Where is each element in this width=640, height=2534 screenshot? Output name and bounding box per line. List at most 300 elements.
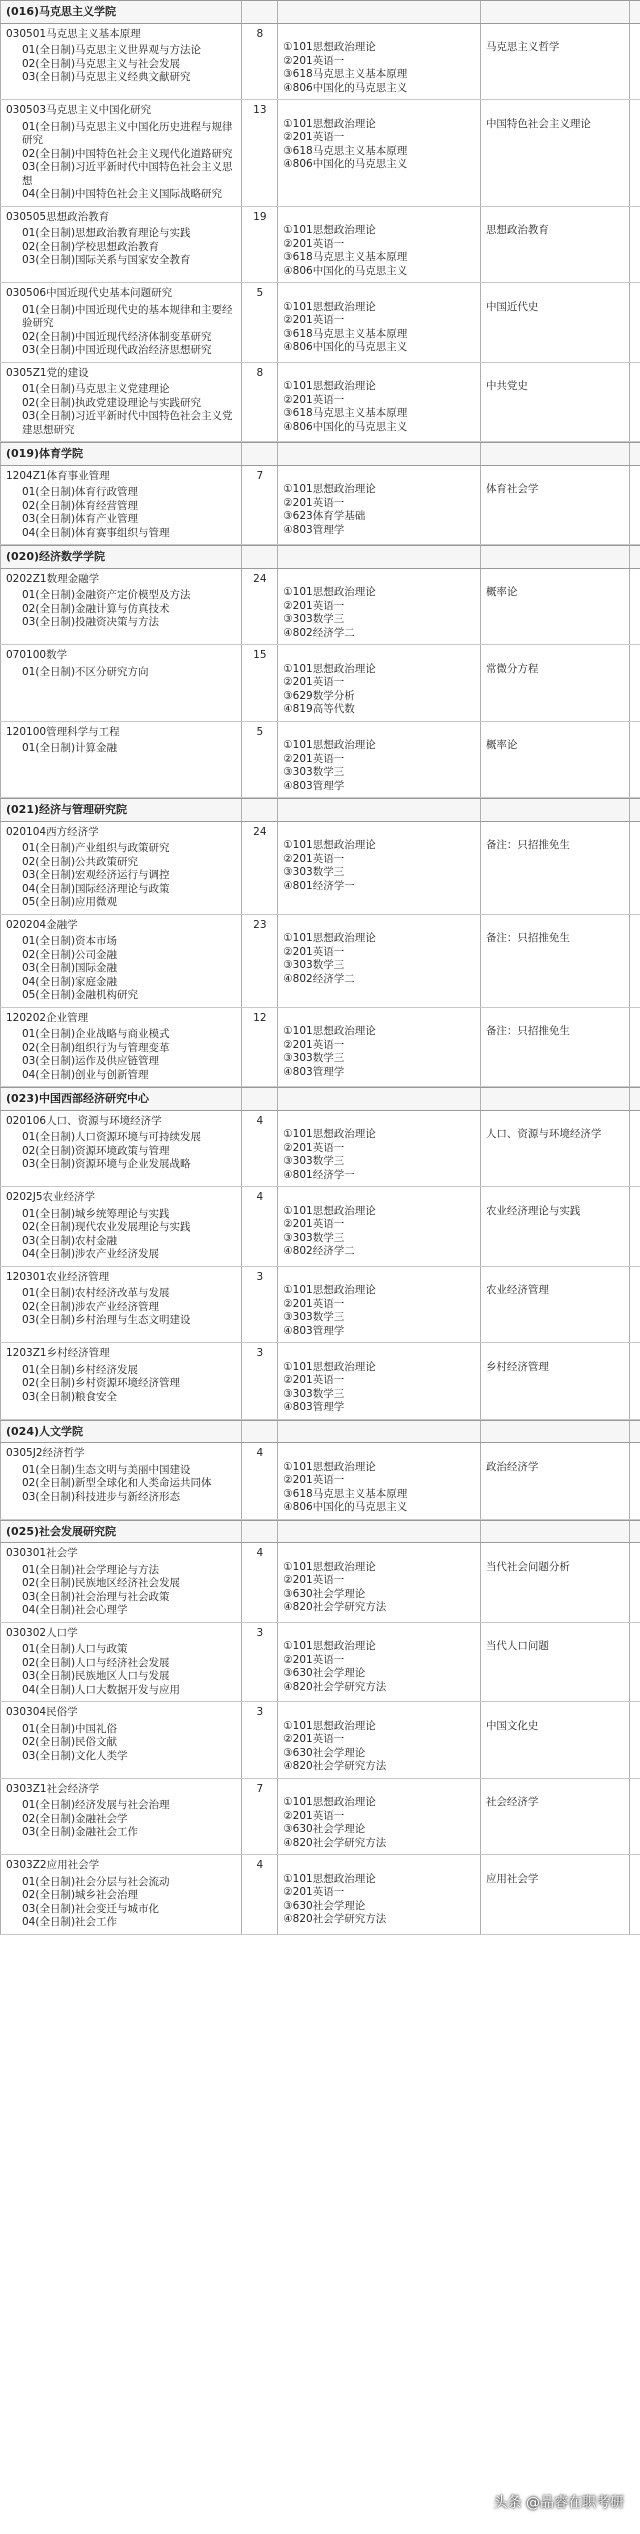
exam-subjects-cell bbox=[278, 1008, 481, 1087]
enrollment-number: 5 bbox=[242, 722, 278, 798]
retest-subject: 当代社会问题分析 bbox=[485, 1560, 570, 1573]
exam-subjects-cell bbox=[278, 1343, 481, 1419]
exam-subject: ④806中国化的马克思主义 bbox=[283, 158, 408, 170]
research-direction: 02(全日制)城乡社会治理 bbox=[22, 1889, 139, 1901]
exam-subject: ②201英语一 bbox=[283, 1218, 345, 1230]
exam-subject: ①101思想政治理论 bbox=[283, 1284, 376, 1296]
subject-spacer bbox=[283, 573, 475, 587]
major-code-name: 0305J2经济哲学 bbox=[6, 1447, 85, 1459]
major-cell bbox=[0, 1702, 242, 1778]
major-cell bbox=[0, 207, 242, 283]
major-cell bbox=[0, 1779, 242, 1855]
exam-subject: ③303数学三 bbox=[283, 959, 345, 971]
subject-spacer bbox=[486, 28, 624, 42]
college-header-row bbox=[0, 0, 640, 24]
college-name: (024)人文学院 bbox=[0, 1421, 242, 1443]
major-cell bbox=[0, 645, 242, 721]
research-direction: 04(全日制)涉农产业经济发展 bbox=[22, 1248, 160, 1260]
research-direction: 01(全日制)城乡统筹理论与实践 bbox=[22, 1207, 170, 1220]
research-direction: 01(全日制)中国礼俗 bbox=[22, 1722, 118, 1735]
retest-subject: 中共党史 bbox=[485, 380, 528, 392]
empty-cell bbox=[630, 915, 640, 1007]
empty-cell bbox=[278, 1421, 481, 1443]
research-direction: 04(全日制)家庭金融 bbox=[22, 975, 118, 988]
exam-subject: ④803管理学 bbox=[283, 1065, 345, 1078]
subject-spacer bbox=[283, 919, 475, 933]
empty-cell bbox=[630, 1008, 640, 1087]
major-code-name: 120202企业管理 bbox=[6, 1011, 89, 1024]
research-direction: 03(全日制)马克思主义经典文献研究 bbox=[22, 71, 191, 83]
major-cell bbox=[0, 1855, 242, 1934]
research-direction: 03(全日制)粮食安全 bbox=[22, 1390, 118, 1403]
major-code-name: 0202J5农业经济学 bbox=[6, 1191, 95, 1203]
exam-subject: ③630社会学理论 bbox=[283, 1899, 366, 1912]
subject-spacer bbox=[486, 211, 624, 225]
empty-cell bbox=[481, 546, 630, 568]
research-direction: 02(全日制)学校思想政治教育 bbox=[22, 240, 160, 253]
subject-spacer bbox=[486, 1783, 624, 1797]
exam-subjects-cell bbox=[278, 1543, 481, 1622]
exam-subjects-cell bbox=[278, 283, 481, 362]
subject-spacer bbox=[486, 919, 624, 933]
college-name: (016)马克思主义学院 bbox=[0, 1, 242, 23]
major-row bbox=[0, 207, 640, 284]
empty-cell bbox=[630, 100, 640, 206]
retest-subject: 中国近代史 bbox=[485, 300, 539, 313]
research-direction: 02(全日制)涉农产业经济管理 bbox=[22, 1300, 160, 1313]
college-header-row bbox=[0, 798, 640, 822]
research-direction: 02(全日制)体育经营管理 bbox=[22, 499, 139, 512]
exam-subjects-cell bbox=[278, 1623, 481, 1702]
major-cell bbox=[0, 100, 242, 206]
exam-subject: ③303数学三 bbox=[283, 866, 345, 878]
exam-subject: ③303数学三 bbox=[283, 1155, 345, 1167]
subject-spacer bbox=[486, 573, 624, 587]
exam-subject: ①101思想政治理论 bbox=[283, 224, 376, 236]
exam-subjects-cell bbox=[278, 1443, 481, 1519]
exam-subject: ①101思想政治理论 bbox=[283, 1025, 376, 1037]
subject-spacer bbox=[486, 1347, 624, 1361]
research-direction: 04(全日制)中国特色社会主义国际战略研究 bbox=[22, 188, 223, 200]
empty-cell bbox=[630, 363, 640, 442]
exam-subject: ④806中国化的马克思主义 bbox=[283, 341, 408, 353]
retest-subject-cell bbox=[481, 283, 630, 362]
research-direction: 01(全日制)中国近现代史的基本规律和主要经验研究 bbox=[22, 303, 233, 329]
enrollment-number: 7 bbox=[242, 1779, 278, 1855]
research-direction: 04(全日制)社会心理学 bbox=[22, 1604, 128, 1616]
major-code-name: 020104西方经济学 bbox=[6, 825, 99, 838]
exam-subject: ②201英语一 bbox=[283, 393, 345, 406]
retest-subject-cell bbox=[481, 1623, 630, 1702]
research-direction: 02(全日制)现代农业发展理论与实践 bbox=[22, 1221, 191, 1233]
major-code-name: 030501马克思主义基本原理 bbox=[6, 27, 141, 40]
subject-spacer bbox=[283, 28, 475, 42]
empty-cell bbox=[630, 1443, 640, 1519]
research-direction: 02(全日制)组织行为与管理变革 bbox=[22, 1041, 170, 1054]
major-cell bbox=[0, 466, 242, 545]
exam-subjects-cell bbox=[278, 1779, 481, 1855]
enrollment-number: 23 bbox=[242, 915, 278, 1007]
exam-subject: ④820社会学研究方法 bbox=[283, 1601, 387, 1613]
exam-subject: ④801经济学一 bbox=[283, 1168, 355, 1181]
major-row bbox=[0, 1343, 640, 1420]
exam-subjects-cell bbox=[278, 1187, 481, 1266]
research-direction: 01(全日制)体育行政管理 bbox=[22, 486, 139, 498]
major-row bbox=[0, 283, 640, 363]
exam-subjects-cell bbox=[278, 1111, 481, 1187]
major-code-name: 0303Z2应用社会学 bbox=[6, 1859, 100, 1871]
subject-spacer bbox=[283, 104, 475, 118]
exam-subject: ②201英语一 bbox=[283, 1733, 345, 1745]
subject-spacer bbox=[486, 367, 624, 381]
college-header-row bbox=[0, 1420, 640, 1444]
major-cell bbox=[0, 363, 242, 442]
subject-spacer bbox=[486, 726, 624, 740]
empty-cell bbox=[630, 1187, 640, 1266]
major-row bbox=[0, 722, 640, 799]
exam-subject: ④806中国化的马克思主义 bbox=[283, 264, 408, 277]
major-cell bbox=[0, 1008, 242, 1087]
subject-spacer bbox=[283, 726, 475, 740]
empty-cell bbox=[630, 1543, 640, 1622]
exam-subject: ③618马克思主义基本原理 bbox=[283, 251, 408, 263]
subject-spacer bbox=[486, 287, 624, 301]
research-direction: 01(全日制)社会学理论与方法 bbox=[22, 1563, 160, 1576]
enrollment-number: 13 bbox=[242, 100, 278, 206]
research-direction: 02(全日制)执政党建设理论与实践研究 bbox=[22, 396, 202, 409]
exam-subject: ①101思想政治理论 bbox=[283, 662, 376, 675]
major-code-name: 030506中国近现代史基本问题研究 bbox=[6, 287, 173, 299]
major-cell bbox=[0, 722, 242, 798]
empty-cell bbox=[278, 443, 481, 465]
retest-subject-cell bbox=[481, 1267, 630, 1343]
retest-subject: 马克思主义哲学 bbox=[485, 41, 560, 53]
retest-subject: 思想政治教育 bbox=[485, 224, 549, 236]
exam-subject: ③303数学三 bbox=[283, 1052, 345, 1064]
major-row bbox=[0, 645, 640, 722]
exam-subject: ②201英语一 bbox=[283, 1809, 345, 1822]
exam-subject: ②201英语一 bbox=[283, 496, 345, 509]
major-row bbox=[0, 1443, 640, 1520]
research-direction: 02(全日制)公共政策研究 bbox=[22, 855, 139, 868]
major-code-name: 120301农业经济管理 bbox=[6, 1270, 110, 1283]
empty-cell bbox=[630, 1855, 640, 1934]
exam-subject: ④820社会学研究方法 bbox=[283, 1760, 387, 1772]
subject-spacer bbox=[283, 1706, 475, 1720]
research-direction: 04(全日制)人口大数据开发与应用 bbox=[22, 1683, 181, 1696]
subject-spacer bbox=[486, 1706, 624, 1720]
major-cell bbox=[0, 569, 242, 645]
college-name: (021)经济与管理研究院 bbox=[0, 799, 242, 821]
enrollment-number: 24 bbox=[242, 822, 278, 914]
retest-subject-cell bbox=[481, 1187, 630, 1266]
research-direction: 03(全日制)习近平新时代中国特色社会主义思想 bbox=[22, 161, 233, 187]
subject-spacer bbox=[283, 1347, 475, 1361]
exam-subject: ②201英语一 bbox=[283, 1374, 345, 1386]
exam-subject: ②201英语一 bbox=[283, 752, 345, 765]
major-code-name: 1203Z1乡村经济管理 bbox=[6, 1347, 110, 1359]
exam-subject: ②201英语一 bbox=[283, 237, 345, 250]
exam-subject: ③630社会学理论 bbox=[283, 1823, 366, 1835]
retest-subject: 中国特色社会主义理论 bbox=[485, 117, 591, 130]
enrollment-number: 4 bbox=[242, 1187, 278, 1266]
research-direction: 03(全日制)文化人类学 bbox=[22, 1749, 128, 1762]
major-code-name: 030302人口学 bbox=[6, 1626, 78, 1639]
exam-subjects-cell bbox=[278, 466, 481, 545]
major-code-name: 0202Z1数理金融学 bbox=[6, 572, 100, 585]
exam-subject: ③618马克思主义基本原理 bbox=[283, 407, 408, 419]
exam-subjects-cell bbox=[278, 1855, 481, 1934]
exam-subject: ②201英语一 bbox=[283, 1038, 345, 1051]
major-code-name: 030301社会学 bbox=[6, 1547, 78, 1559]
research-direction: 03(全日制)投融资决策与方法 bbox=[22, 616, 160, 628]
research-direction: 02(全日制)乡村资源环境经济管理 bbox=[22, 1377, 181, 1389]
major-code-name: 030304民俗学 bbox=[6, 1706, 78, 1718]
research-direction: 02(全日制)资源环境政策与管理 bbox=[22, 1144, 170, 1157]
major-code-name: 030505思想政治教育 bbox=[6, 210, 110, 223]
exam-subject: ①101思想政治理论 bbox=[283, 1640, 376, 1652]
research-direction: 03(全日制)国际关系与国家安全教育 bbox=[22, 254, 191, 266]
major-code-name: 120100管理科学与工程 bbox=[6, 725, 120, 738]
subject-spacer bbox=[283, 1783, 475, 1797]
research-direction: 03(全日制)乡村治理与生态文明建设 bbox=[22, 1314, 191, 1326]
major-row bbox=[0, 24, 640, 101]
empty-cell bbox=[630, 1343, 640, 1419]
exam-subject: ③630社会学理论 bbox=[283, 1667, 366, 1679]
major-row bbox=[0, 1267, 640, 1344]
exam-subject: ①101思想政治理论 bbox=[283, 41, 376, 53]
retest-subject: 备注：只招推免生 bbox=[485, 839, 570, 851]
watermark: 头条 @品睿在职考研 bbox=[493, 2495, 624, 2511]
exam-subject: ③630社会学理论 bbox=[283, 1587, 366, 1600]
major-cell bbox=[0, 283, 242, 362]
exam-subject: ④803管理学 bbox=[283, 779, 345, 792]
research-direction: 02(全日制)中国近现代经济体制变革研究 bbox=[22, 330, 212, 343]
exam-subject: ③303数学三 bbox=[283, 1231, 345, 1244]
empty-cell bbox=[481, 1421, 630, 1443]
research-direction: 04(全日制)体育赛事组织与管理 bbox=[22, 526, 170, 539]
subject-spacer bbox=[486, 1271, 624, 1285]
empty-cell bbox=[242, 443, 278, 465]
major-row bbox=[0, 100, 640, 207]
enrollment-number: 3 bbox=[242, 1702, 278, 1778]
retest-subject: 农业经济理论与实践 bbox=[485, 1204, 581, 1217]
exam-subject: ④803管理学 bbox=[283, 1324, 345, 1337]
enrollment-number: 15 bbox=[242, 645, 278, 721]
exam-subject: ③618马克思主义基本原理 bbox=[283, 1487, 408, 1500]
exam-subjects-cell bbox=[278, 645, 481, 721]
major-cell bbox=[0, 1443, 242, 1519]
exam-subject: ③618马克思主义基本原理 bbox=[283, 327, 408, 340]
empty-cell bbox=[481, 1521, 630, 1543]
exam-subject: ④820社会学研究方法 bbox=[283, 1680, 387, 1693]
research-direction: 02(全日制)金融社会学 bbox=[22, 1812, 128, 1825]
empty-cell bbox=[630, 466, 640, 545]
empty-cell bbox=[630, 722, 640, 798]
exam-subject: ④820社会学研究方法 bbox=[283, 1836, 387, 1849]
exam-subjects-cell bbox=[278, 207, 481, 283]
exam-subject: ④802经济学二 bbox=[283, 1245, 355, 1257]
research-direction: 05(全日制)应用微观 bbox=[22, 896, 118, 908]
empty-cell bbox=[481, 799, 630, 821]
empty-cell bbox=[630, 443, 640, 465]
research-direction: 03(全日制)体育产业管理 bbox=[22, 513, 139, 525]
empty-cell bbox=[242, 1421, 278, 1443]
research-direction: 03(全日制)农村金融 bbox=[22, 1234, 118, 1247]
subject-spacer bbox=[486, 1115, 624, 1129]
major-row bbox=[0, 915, 640, 1008]
retest-subject-cell bbox=[481, 24, 630, 100]
exam-subject: ③303数学三 bbox=[283, 1387, 345, 1400]
subject-spacer bbox=[486, 826, 624, 840]
research-direction: 03(全日制)习近平新时代中国特色社会主义党建思想研究 bbox=[22, 410, 233, 436]
exam-subject: ①101思想政治理论 bbox=[283, 1872, 376, 1885]
retest-subject: 中国文化史 bbox=[485, 1719, 539, 1732]
empty-cell bbox=[630, 1, 640, 23]
major-code-name: 020204金融学 bbox=[6, 918, 78, 931]
research-direction: 03(全日制)中国近现代政治经济思想研究 bbox=[22, 344, 212, 356]
major-cell bbox=[0, 1543, 242, 1622]
retest-subject-cell bbox=[481, 1343, 630, 1419]
retest-subject: 概率论 bbox=[485, 739, 518, 751]
empty-cell bbox=[242, 1521, 278, 1543]
retest-subject-cell bbox=[481, 363, 630, 442]
empty-cell bbox=[630, 1088, 640, 1110]
exam-subject: ④806中国化的马克思主义 bbox=[283, 420, 408, 433]
subject-spacer bbox=[283, 1271, 475, 1285]
subject-spacer bbox=[283, 367, 475, 381]
major-code-name: 1204Z1体育事业管理 bbox=[6, 469, 110, 482]
retest-subject-cell bbox=[481, 822, 630, 914]
subject-spacer bbox=[486, 1547, 624, 1561]
retest-subject-cell bbox=[481, 466, 630, 545]
empty-cell bbox=[630, 546, 640, 568]
subject-spacer bbox=[283, 1627, 475, 1641]
major-row bbox=[0, 1855, 640, 1935]
subject-spacer bbox=[283, 1115, 475, 1129]
exam-subject: ①101思想政治理论 bbox=[283, 1719, 376, 1732]
subject-spacer bbox=[486, 649, 624, 663]
exam-subject: ④820社会学研究方法 bbox=[283, 1913, 387, 1925]
retest-subject-cell bbox=[481, 569, 630, 645]
exam-subject: ①101思想政治理论 bbox=[283, 1360, 376, 1373]
research-direction: 01(全日制)金融资产定价模型及方法 bbox=[22, 589, 191, 601]
empty-cell bbox=[481, 1088, 630, 1110]
research-direction: 02(全日制)新型全球化和人类命运共同体 bbox=[22, 1477, 212, 1489]
exam-subjects-cell bbox=[278, 1702, 481, 1778]
enrollment-number: 5 bbox=[242, 283, 278, 362]
empty-cell bbox=[630, 1111, 640, 1187]
enrollment-number: 4 bbox=[242, 1543, 278, 1622]
retest-subject: 人口、资源与环境经济学 bbox=[485, 1128, 602, 1140]
empty-cell bbox=[630, 283, 640, 362]
retest-subject-cell bbox=[481, 207, 630, 283]
major-row bbox=[0, 1008, 640, 1088]
exam-subject: ②201英语一 bbox=[283, 131, 345, 143]
retest-subject-cell bbox=[481, 1443, 630, 1519]
exam-subject: ①101思想政治理论 bbox=[283, 380, 376, 392]
exam-subject: ③618马克思主义基本原理 bbox=[283, 144, 408, 157]
exam-subject: ③303数学三 bbox=[283, 1311, 345, 1323]
subject-spacer bbox=[283, 211, 475, 225]
college-header-row bbox=[0, 1520, 640, 1544]
major-code-name: 020106人口、资源与环境经济学 bbox=[6, 1114, 162, 1127]
empty-cell bbox=[481, 443, 630, 465]
retest-subject: 政治经济学 bbox=[485, 1460, 539, 1473]
exam-subject: ②201英语一 bbox=[283, 1886, 345, 1898]
research-direction: 04(全日制)创业与创新管理 bbox=[22, 1068, 149, 1081]
exam-subject: ①101思想政治理论 bbox=[283, 1128, 376, 1140]
empty-cell bbox=[242, 546, 278, 568]
retest-subject: 备注：只招推免生 bbox=[485, 1025, 570, 1037]
exam-subjects-cell bbox=[278, 1267, 481, 1343]
exam-subjects-cell bbox=[278, 363, 481, 442]
exam-subject: ④803管理学 bbox=[283, 1401, 345, 1413]
empty-cell bbox=[630, 1779, 640, 1855]
major-cell bbox=[0, 24, 242, 100]
empty-cell bbox=[630, 569, 640, 645]
research-direction: 01(全日制)经济发展与社会治理 bbox=[22, 1799, 170, 1811]
retest-subject-cell bbox=[481, 645, 630, 721]
exam-subject: ②201英语一 bbox=[283, 945, 345, 958]
exam-subjects-cell bbox=[278, 24, 481, 100]
retest-subject: 常微分方程 bbox=[485, 662, 539, 675]
major-row bbox=[0, 1779, 640, 1856]
empty-cell bbox=[278, 799, 481, 821]
retest-subject-cell bbox=[481, 1111, 630, 1187]
subject-spacer bbox=[283, 1012, 475, 1026]
subject-spacer bbox=[486, 1859, 624, 1873]
exam-subject: ②201英语一 bbox=[283, 1653, 345, 1666]
research-direction: 03(全日制)资源环境与企业发展战略 bbox=[22, 1158, 191, 1170]
enrollment-number: 19 bbox=[242, 207, 278, 283]
major-cell bbox=[0, 1111, 242, 1187]
subject-spacer bbox=[283, 287, 475, 301]
empty-cell bbox=[630, 645, 640, 721]
major-row bbox=[0, 1111, 640, 1188]
retest-subject: 体育社会学 bbox=[485, 483, 539, 495]
research-direction: 01(全日制)人口资源环境与可持续发展 bbox=[22, 1131, 202, 1143]
research-direction: 01(全日制)产业组织与政策研究 bbox=[22, 842, 170, 854]
college-name: (020)经济数学学院 bbox=[0, 546, 242, 568]
retest-subject-cell bbox=[481, 1008, 630, 1087]
research-direction: 02(全日制)人口与经济社会发展 bbox=[22, 1656, 170, 1669]
research-direction: 01(全日制)不区分研究方向 bbox=[22, 665, 149, 678]
exam-subject: ①101思想政治理论 bbox=[283, 1204, 376, 1217]
major-code-name: 070100数学 bbox=[6, 649, 68, 661]
research-direction: 03(全日制)金融社会工作 bbox=[22, 1826, 139, 1838]
college-header-row bbox=[0, 1087, 640, 1111]
exam-subject: ①101思想政治理论 bbox=[283, 1460, 376, 1473]
research-direction: 01(全日制)思想政治教育理论与实践 bbox=[22, 227, 191, 239]
major-cell bbox=[0, 1623, 242, 1702]
exam-subject: ③629数学分析 bbox=[283, 689, 355, 702]
empty-cell bbox=[242, 1088, 278, 1110]
research-direction: 01(全日制)马克思主义世界观与方法论 bbox=[22, 44, 202, 56]
empty-cell bbox=[242, 799, 278, 821]
exam-subject: ①101思想政治理论 bbox=[283, 739, 376, 751]
research-direction: 01(全日制)马克思主义党建理论 bbox=[22, 383, 170, 395]
research-direction: 04(全日制)国际经济理论与政策 bbox=[22, 882, 170, 895]
research-direction: 02(全日制)公司金融 bbox=[22, 948, 118, 961]
research-direction: 05(全日制)金融机构研究 bbox=[22, 989, 139, 1001]
enrollment-number: 8 bbox=[242, 24, 278, 100]
retest-subject-cell bbox=[481, 1855, 630, 1934]
subject-spacer bbox=[283, 1191, 475, 1205]
exam-subject: ④819高等代数 bbox=[283, 703, 355, 715]
exam-subject: ①101思想政治理论 bbox=[283, 483, 376, 495]
empty-cell bbox=[278, 546, 481, 568]
